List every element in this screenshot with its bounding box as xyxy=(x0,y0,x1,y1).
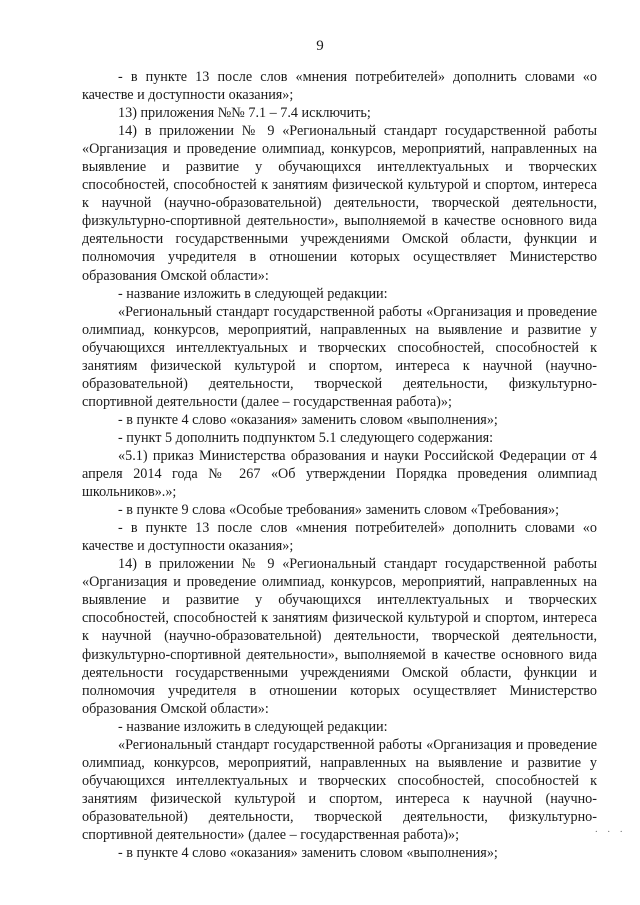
paragraph: - название изложить в следующей редакции: xyxy=(118,718,388,735)
paragraph: - пункт 5 дополнить подпунктом 5.1 следующего содержания: xyxy=(118,429,494,446)
page-number: 9 xyxy=(316,38,324,54)
paragraph: 13) приложения №№ 7.1 – 7.4 исключить; xyxy=(118,105,371,122)
paragraph: - в пункте 13 после слов «мнения потребителей» дополнить словами «о качестве и доступности оказания»; xyxy=(82,520,597,555)
paragraph: - название изложить в следующей редакции: xyxy=(118,285,388,302)
document-body xyxy=(82,68,597,862)
paragraph: - в пункте 4 слово «оказания» заменить словом «выполнения»; xyxy=(118,411,498,428)
paragraph: - в пункте 9 слова «Особые требования» заменить словом «Требования»; xyxy=(118,502,560,519)
paragraph: «Региональный стандарт государственной работы «Организация и проведение олимпиад, конкурсов, мероприятий, направленных на выявление и развитие у обучающихся интеллектуальных и творческих способностей, способностей к занятиям физической культурой и спортом, интереса к научной (научно-образовательной) деятельности, творческой деятельности, физкультурно-спортивной деятельности (далее – государственная работа)»; xyxy=(82,303,597,410)
scan-artifact: · · · xyxy=(594,826,626,838)
paragraph: 14) в приложении № 9 «Региональный стандарт государственной работы «Организация и проведение олимпиад, конкурсов, мероприятий, направленных на выявление и развитие у обучающихся интеллектуальных и творческих способностей, способностей к занятиям физической культурой и спортом, интереса к научной (научно-образовательной) деятельности, творческой деятельности, физкультурно-спортивной деятельности», выполняемой в качестве основного вида деятельности государственными учреждениями Омской области, функции и полномочия учредителя в отношении которых осуществляет Министерство образования Омской области»: xyxy=(82,123,597,284)
paragraph: 14) в приложении № 9 «Региональный стандарт государственной работы «Организация и проведение олимпиад, конкурсов, мероприятий, направленных на выявление и развитие у обучающихся интеллектуальных и творческих способностей, способностей к занятиям физической культурой и спортом, интереса к научной (научно-образовательной) деятельности, творческой деятельности, физкультурно-спортивной деятельности», выполняемой в качестве основного вида деятельности государственными учреждениями Омской области, функции и полномочия учредителя в отношении которых осуществляет Министерство образования Омской области»: xyxy=(82,556,597,717)
paragraph: «Региональный стандарт государственной работы «Организация и проведение олимпиад, конкурсов, мероприятий, направленных на выявление и развитие у обучающихся интеллектуальных и творческих способностей, способностей к занятиям физической культурой и спортом, интереса к научной (научно-образовательной) деятельности, творческой деятельности, физкультурно-спортивной деятельности» (далее – государственная работа)»; xyxy=(82,736,597,843)
paragraph: - в пункте 13 после слов «мнения потребителей» дополнить словами «о качестве и доступности оказания»; xyxy=(82,69,597,104)
paragraph: - в пункте 4 слово «оказания» заменить словом «выполнения»; xyxy=(118,845,498,862)
paragraph: «5.1) приказ Министерства образования и науки Российской Федерации от 4 апреля 2014 года № 267 «Об утверждении Порядка проведения олимпиад школьников».»; xyxy=(82,447,597,501)
